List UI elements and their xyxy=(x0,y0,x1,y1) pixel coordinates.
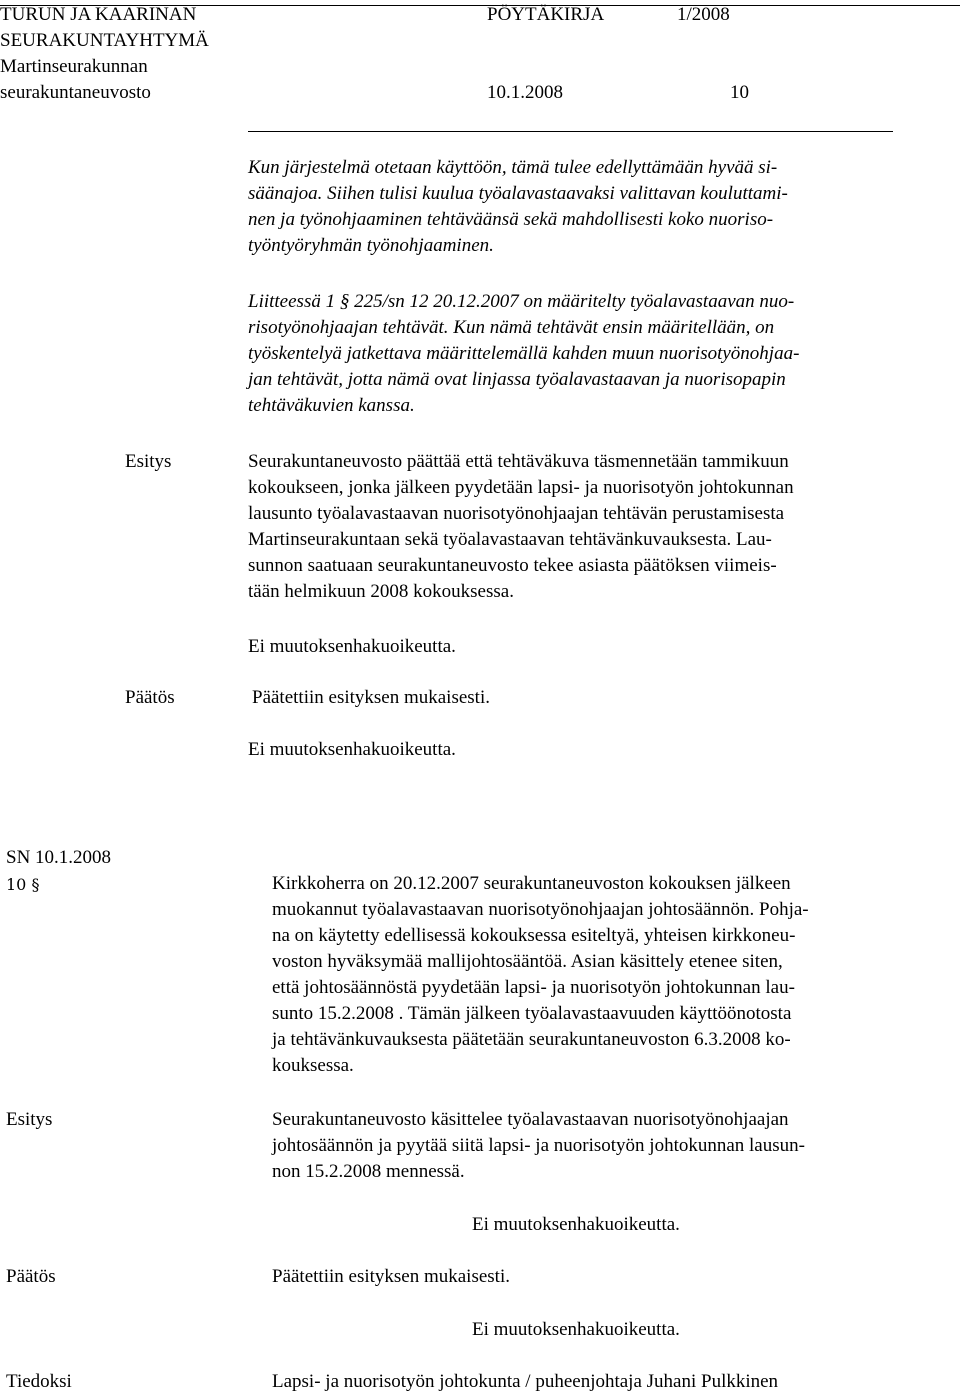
paatos-label: Päätös xyxy=(6,1266,56,1287)
tiedoksi-label: Tiedoksi xyxy=(6,1371,72,1392)
no-appeal-note: Ei muutoksenhakuoikeutta. xyxy=(248,636,456,657)
body-line: että johtosäännöstä pyydetään lapsi- ja nuorisotyön johtokunnan lau- xyxy=(272,977,795,998)
esitys-line: Seurakuntaneuvosto käsittelee työalavastaavan nuorisotyönohjaajan xyxy=(272,1109,789,1130)
no-appeal-note: Ei muutoksenhakuoikeutta. xyxy=(472,1214,680,1235)
intro-line: säänajoa. Siihen tulisi kuulua työalavastaavaksi valittavan kouluttami- xyxy=(248,183,788,204)
body-line: kouksessa. xyxy=(272,1055,354,1076)
org-name-line3: Martinseurakunnan xyxy=(0,56,148,77)
attachment-line: työskentelyä jatkettava määrittelemällä kahden muun nuorisotyönohjaa- xyxy=(248,343,800,364)
paatos-label: Päätös xyxy=(125,687,175,708)
body-line: Kirkkoherra on 20.12.2007 seurakuntaneuvoston kokouksen jälkeen xyxy=(272,873,791,894)
esitys-line: non 15.2.2008 mennessä. xyxy=(272,1161,465,1182)
header-rule xyxy=(248,131,893,132)
paatos-text: Päätettiin esityksen mukaisesti. xyxy=(252,687,490,708)
attachment-line: jan tehtävät, jotta nämä ovat linjassa työalavastaavan ja nuorisopapin xyxy=(248,369,786,390)
intro-line: Kun järjestelmä otetaan käyttöön, tämä tulee edellyttämään hyvää si- xyxy=(248,157,778,178)
intro-line: nen ja työnohjaaminen tehtäväänsä sekä mahdollisesti koko nuoriso- xyxy=(248,209,774,230)
section-number: 10 § xyxy=(6,875,40,894)
esitys-line: lausunto työalavastaavan nuorisotyönohjaajan tehtävän perustamisesta xyxy=(248,503,785,524)
meeting-reference: SN 10.1.2008 xyxy=(6,847,112,868)
esitys-line: tään helmikuun 2008 kokouksessa. xyxy=(248,581,514,602)
esitys-line: Martinseurakuntaan sekä työalavastaavan tehtävänkuvauksesta. Lau- xyxy=(248,529,772,550)
section-body xyxy=(272,871,809,1079)
intro-paragraph xyxy=(248,155,788,259)
esitys-line: sunnon saatuaan seurakuntaneuvosto tekee asiasta päätöksen viimeis- xyxy=(248,555,777,576)
org-name-line2: SEURAKUNTAYHTYMÄ xyxy=(0,30,209,51)
attachment-paragraph xyxy=(248,289,799,419)
attachment-line: risotyönohjaajan tehtävät. Kun nämä tehtävät ensin määritellään, on xyxy=(248,317,775,338)
body-line: muokannut työalavastaavan nuorisotyönohjaajan johtosäännön. Pohja- xyxy=(272,899,809,920)
esitys-paragraph xyxy=(248,449,794,605)
attachment-line: Liitteessä 1 § 225/sn 12 20.12.2007 on määritelty työalavastaavan nuo- xyxy=(248,291,795,312)
org-name-line1: TURUN JA KAARINAN xyxy=(0,4,197,25)
intro-line: työntyöryhmän työnohjaaminen. xyxy=(248,235,494,256)
esitys-line: kokoukseen, jonka jälkeen pyydetään lapsi- ja nuorisotyön johtokunnan xyxy=(248,477,794,498)
esitys-label: Esitys xyxy=(6,1109,53,1130)
org-name-line4: seurakuntaneuvosto xyxy=(0,82,151,103)
no-appeal-note: Ei muutoksenhakuoikeutta. xyxy=(472,1319,680,1340)
esitys-label: Esitys xyxy=(125,451,172,472)
tiedoksi-recipient: Lapsi- ja nuorisotyön johtokunta / puheenjohtaja Juhani Pulkkinen xyxy=(272,1371,779,1392)
attachment-line: tehtäväkuvien kanssa. xyxy=(248,395,415,416)
document-type: PÖYTÄKIRJA xyxy=(487,4,605,25)
esitys-line: Seurakuntaneuvosto päättää että tehtäväkuva täsmennetään tammikuun xyxy=(248,451,789,472)
body-line: sunto 15.2.2008 . Tämän jälkeen työalavastaavuuden käyttöönotosta xyxy=(272,1003,792,1024)
no-appeal-note: Ei muutoksenhakuoikeutta. xyxy=(248,739,456,760)
meeting-date: 10.1.2008 xyxy=(487,82,563,103)
document-number: 1/2008 xyxy=(677,4,730,25)
body-line: ja tehtävänkuvauksesta päätetään seurakuntaneuvoston 6.3.2008 ko- xyxy=(272,1029,791,1050)
page-number: 10 xyxy=(730,82,749,103)
esitys-line: johtosäännön ja pyytää siitä lapsi- ja nuorisotyön johtokunnan lausun- xyxy=(272,1135,805,1156)
paatos-text: Päätettiin esityksen mukaisesti. xyxy=(272,1266,510,1287)
body-line: voston hyväksymää mallijohtosääntöä. Asian käsittely etenee siten, xyxy=(272,951,783,972)
esitys-paragraph xyxy=(272,1107,805,1185)
body-line: na on käytetty edellisessä kokouksessa esiteltyä, yhteisen kirkkoneu- xyxy=(272,925,796,946)
